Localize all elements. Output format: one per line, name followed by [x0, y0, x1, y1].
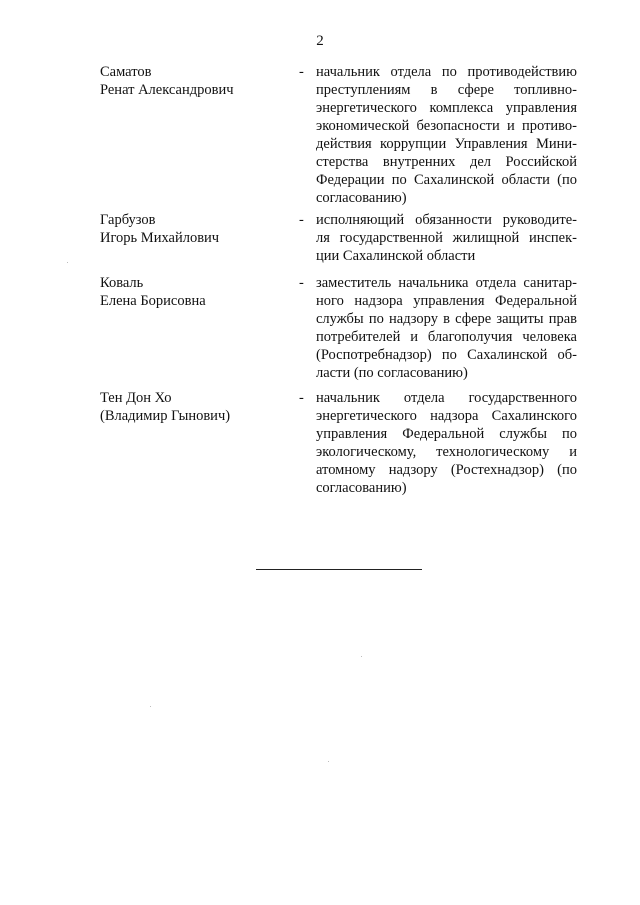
member-surname: Саматов: [100, 64, 152, 80]
position-line: ля государственной жилищной инспек-: [316, 230, 577, 246]
position-line: стерства внутренних дел Российской: [316, 154, 577, 170]
member-given-names: Ренат Александрович: [100, 82, 234, 98]
position-line: согласованию): [316, 190, 407, 206]
position-line: заместитель начальника отдела санитар-: [316, 275, 577, 291]
entry-dash: -: [299, 275, 304, 291]
position-line: (Роспотребнадзор) по Сахалинской об-: [316, 347, 577, 363]
position-line: управления Федеральной службы по: [316, 426, 577, 442]
position-line: исполняющий обязанности руководите-: [316, 212, 577, 228]
position-line: энергетического надзора Сахалинского: [316, 408, 577, 424]
scan-speck: [328, 761, 329, 762]
position-line: атомному надзору (Ростехнадзор) (по: [316, 462, 577, 478]
position-line: преступлениям в сфере топливно-: [316, 82, 577, 98]
position-line: экологическому, технологическому и: [316, 444, 577, 460]
scan-speck: [67, 262, 68, 263]
position-line: потребителей и благополучия человека: [316, 329, 577, 345]
end-of-list-rule: [256, 569, 422, 570]
member-given-names: Игорь Михайлович: [100, 230, 220, 246]
member-given-names: (Владимир Гынович): [100, 408, 231, 424]
member-surname: Коваль: [100, 275, 144, 291]
member-name: [100, 211, 290, 247]
position-line: энергетического комплекса управления: [316, 100, 577, 116]
position-line: ласти (по согласованию): [316, 365, 468, 381]
member-name: [100, 274, 290, 310]
position-line: Федерации по Сахалинской области (по: [316, 172, 577, 188]
member-surname: Гарбузов: [100, 212, 156, 228]
position-line: начальник отдела государственного: [316, 390, 577, 406]
entry-dash: -: [299, 212, 304, 228]
member-position: [316, 63, 577, 207]
position-line: экономической безопасности и противо-: [316, 118, 577, 134]
position-line: согласованию): [316, 480, 407, 496]
member-given-names: Елена Борисовна: [100, 293, 206, 309]
member-name: [100, 389, 290, 425]
entry-dash: -: [299, 64, 304, 80]
member-position: [316, 274, 577, 382]
position-line: начальник отдела по противодействию: [316, 64, 577, 80]
scan-speck: [150, 706, 151, 707]
position-line: ного надзора управления Федеральной: [316, 293, 577, 309]
entry-dash: -: [299, 390, 304, 406]
position-line: ции Сахалинской области: [316, 248, 476, 264]
member-surname: Тен Дон Хо: [100, 390, 172, 406]
member-position: [316, 211, 577, 265]
scan-speck: [361, 656, 362, 657]
position-line: действия коррупции Управления Мини-: [316, 136, 577, 152]
page-number: 2: [316, 33, 324, 49]
member-name: [100, 63, 290, 99]
member-position: [316, 389, 577, 497]
position-line: службы по надзору в сфере защиты прав: [316, 311, 577, 327]
